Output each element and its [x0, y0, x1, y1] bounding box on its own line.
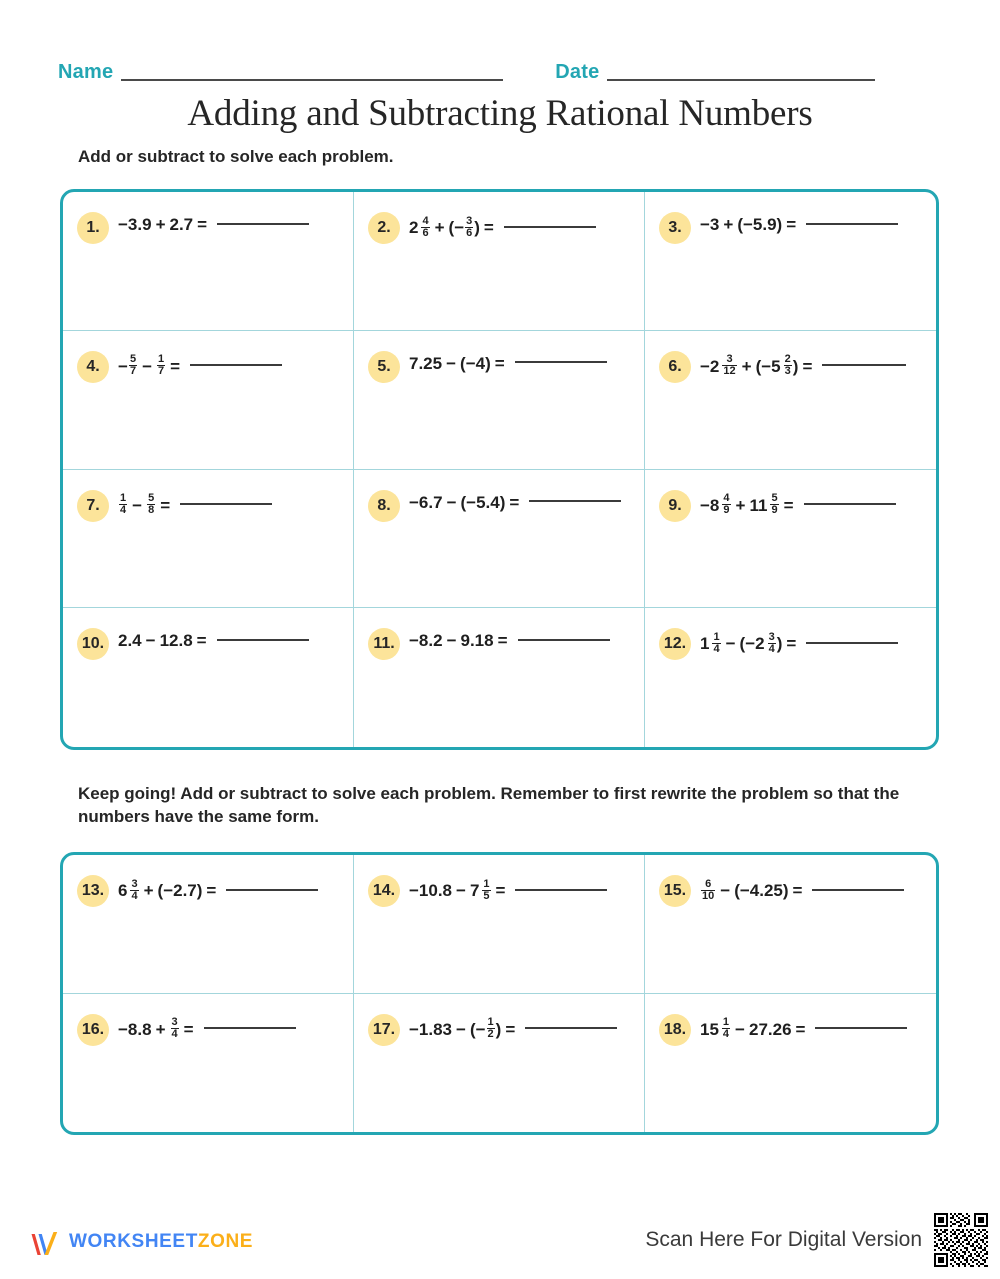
instruction-first: Add or subtract to solve each problem.	[78, 147, 394, 166]
answer-blank[interactable]	[204, 1027, 296, 1029]
answer-blank[interactable]	[806, 642, 898, 644]
problem-grid-section-1	[63, 192, 936, 747]
answer-blank[interactable]	[804, 503, 896, 505]
logo-wordmark	[69, 1231, 253, 1253]
problem-cell-12[interactable]	[645, 608, 936, 747]
logo-primary-text: WORKSHEET	[69, 1231, 198, 1252]
problem-cell-3[interactable]	[645, 192, 936, 331]
date-label: Date	[555, 61, 600, 83]
problem-number-badge: 8.	[368, 490, 400, 522]
problem-expression: $\frac{1}{4}$ − $\frac{5}{8}$ =	[118, 494, 272, 517]
answer-blank[interactable]	[226, 889, 318, 891]
problem-number-badge: 9.	[659, 490, 691, 522]
problem-cell-2[interactable]	[354, 192, 645, 331]
problem-expression: 2.4 − 12.8 =	[118, 632, 309, 649]
problem-number-badge: 4.	[77, 351, 109, 383]
problem-expression: 7.25 − (−4) =	[409, 355, 607, 372]
problem-box-section-2	[60, 852, 939, 1135]
answer-blank[interactable]	[529, 500, 621, 502]
problem-number-badge: 7.	[77, 490, 109, 522]
problem-cell-15[interactable]	[645, 855, 936, 994]
problem-expression: −2 $\frac{3}{12}$ + ( −5 $\frac{2}{3}$ ) =	[700, 355, 906, 378]
name-label: Name	[58, 61, 114, 83]
problem-cell-6[interactable]	[645, 331, 936, 470]
w-logo-icon	[28, 1225, 62, 1259]
problem-number-badge: 1.	[77, 212, 109, 244]
problem-cell-7[interactable]	[63, 470, 354, 609]
problem-cell-18[interactable]	[645, 994, 936, 1133]
problem-number-badge: 6.	[659, 351, 691, 383]
problem-number-badge: 13.	[77, 875, 109, 907]
answer-blank[interactable]	[217, 639, 309, 641]
problem-cell-5[interactable]	[354, 331, 645, 470]
problem-cell-8[interactable]	[354, 470, 645, 609]
problem-cell-14[interactable]	[354, 855, 645, 994]
answer-blank[interactable]	[180, 503, 272, 505]
answer-blank[interactable]	[518, 639, 610, 641]
problem-number-badge: 18.	[659, 1014, 691, 1046]
problem-expression: −3 + (−5.9) =	[700, 216, 898, 233]
page-title: Adding and Subtracting Rational Numbers	[187, 93, 813, 134]
problem-number-badge: 3.	[659, 212, 691, 244]
qr-code[interactable]	[932, 1211, 990, 1269]
date-write-line[interactable]	[607, 79, 875, 81]
problem-cell-11[interactable]	[354, 608, 645, 747]
problem-expression: −8.2 − 9.18 =	[409, 632, 610, 649]
problem-expression: −3.9 + 2.7 =	[118, 216, 309, 233]
answer-blank[interactable]	[812, 889, 904, 891]
name-date-row	[58, 52, 942, 84]
instruction-second: Keep going! Add or subtract to solve each problem. Remember to first rewrite the problem so that the numbers have the same form.	[78, 784, 900, 826]
problem-number-badge: 10.	[77, 628, 109, 660]
qr-code-image	[932, 1211, 990, 1269]
logo-secondary-text: ZONE	[197, 1231, 254, 1252]
problem-number-badge: 12.	[659, 628, 691, 660]
problem-grid-section-2	[63, 855, 936, 1132]
problem-number-badge: 16.	[77, 1014, 109, 1046]
problem-cell-10[interactable]	[63, 608, 354, 747]
name-write-line[interactable]	[121, 79, 503, 81]
problem-number-badge: 5.	[368, 351, 400, 383]
problem-number-badge: 15.	[659, 875, 691, 907]
problem-expression: −1.83 − (− $\frac{1}{2}$ ) =	[409, 1018, 617, 1041]
answer-blank[interactable]	[822, 364, 906, 366]
problem-expression: −8.8 + $\frac{3}{4}$ =	[118, 1018, 296, 1041]
problem-expression: −8 $\frac{4}{9}$ + 11 $\frac{5}{9}$ =	[700, 494, 896, 517]
problem-expression: 6 $\frac{3}{4}$ + (−2.7) =	[118, 879, 318, 902]
problem-box-section-1	[60, 189, 939, 750]
problem-cell-9[interactable]	[645, 470, 936, 609]
answer-blank[interactable]	[190, 364, 282, 366]
problem-expression: 1 $\frac{1}{4}$ − ( −2 $\frac{3}{4}$ ) =	[700, 632, 898, 655]
problem-expression: − $\frac{5}{7}$ − $\frac{1}{7}$ =	[118, 355, 282, 378]
problem-number-badge: 11.	[368, 628, 400, 660]
problem-number-badge: 14.	[368, 875, 400, 907]
answer-blank[interactable]	[515, 361, 607, 363]
problem-cell-4[interactable]	[63, 331, 354, 470]
answer-blank[interactable]	[515, 889, 607, 891]
scan-instruction-text: Scan Here For Digital Version	[645, 1228, 922, 1251]
problem-expression: −10.8 − 7 $\frac{1}{5}$ =	[409, 879, 607, 902]
problem-cell-17[interactable]	[354, 994, 645, 1133]
problem-number-badge: 2.	[368, 212, 400, 244]
answer-blank[interactable]	[525, 1027, 617, 1029]
problem-cell-13[interactable]	[63, 855, 354, 994]
problem-number-badge: 17.	[368, 1014, 400, 1046]
problem-expression: 2 $\frac{4}{6}$ + (− $\frac{3}{6}$ ) =	[409, 216, 596, 239]
problem-expression: $\frac{6}{10}$ − (−4.25) =	[700, 879, 904, 902]
answer-blank[interactable]	[217, 223, 309, 225]
problem-cell-16[interactable]	[63, 994, 354, 1133]
answer-blank[interactable]	[504, 226, 596, 228]
problem-cell-1[interactable]	[63, 192, 354, 331]
problem-expression: −6.7 − (−5.4) =	[409, 494, 621, 511]
answer-blank[interactable]	[815, 1027, 907, 1029]
problem-expression: 15 $\frac{1}{4}$ − 27.26 =	[700, 1018, 907, 1041]
answer-blank[interactable]	[806, 223, 898, 225]
worksheet-zone-logo[interactable]	[28, 1222, 253, 1262]
